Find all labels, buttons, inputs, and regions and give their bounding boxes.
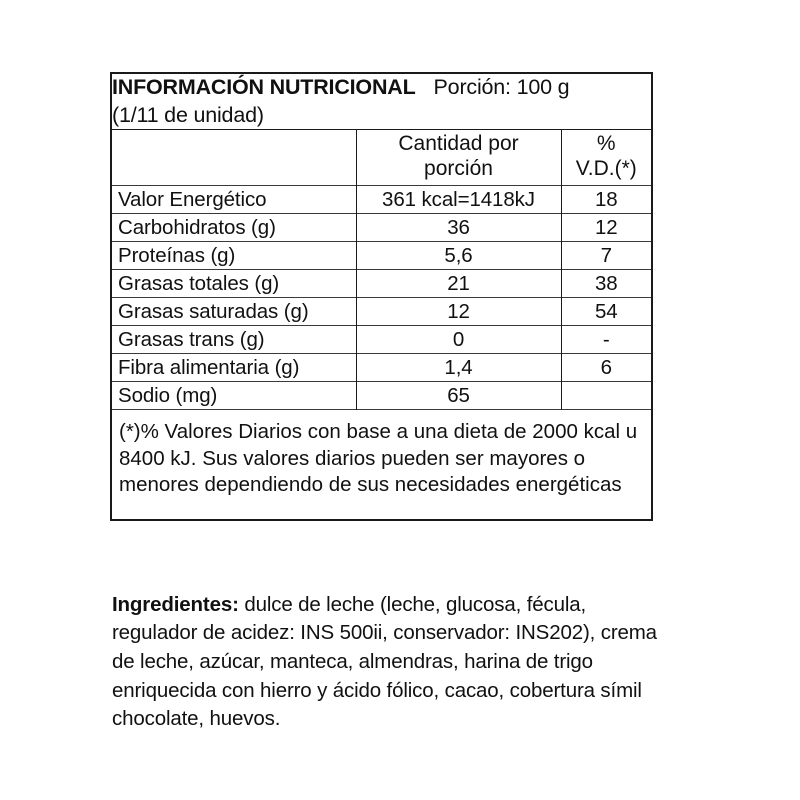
header-amount-per-portion [356, 130, 561, 186]
header-blank-cell [112, 130, 356, 186]
table-row [112, 270, 651, 298]
nutrient-label: Fibra alimentaria (g) [112, 354, 356, 382]
table-row [112, 298, 651, 326]
nutrient-vd: 6 [561, 354, 651, 382]
header-amount-line1: Cantidad por [398, 132, 519, 156]
ingredients-paragraph [112, 591, 672, 734]
nutrient-vd: 7 [561, 242, 651, 270]
header-vd-line2: V.D.(*) [575, 157, 637, 181]
nutrient-label: Carbohidratos (g) [112, 214, 356, 242]
table-row [112, 326, 651, 354]
nutrient-label: Grasas saturadas (g) [112, 298, 356, 326]
table-row [112, 214, 651, 242]
panel-title: INFORMACIÓN NUTRICIONAL [112, 75, 416, 99]
footnote-row [112, 410, 651, 519]
nutrient-amount: 65 [356, 382, 561, 410]
nutrient-label: Grasas trans (g) [112, 326, 356, 354]
table-row [112, 382, 651, 410]
nutrient-vd: - [561, 326, 651, 354]
nutrient-vd [561, 382, 651, 410]
nutrient-vd: 18 [561, 186, 651, 214]
nutrient-vd: 54 [561, 298, 651, 326]
nutrient-amount: 1,4 [356, 354, 561, 382]
nutrition-table-body [112, 74, 651, 519]
portion-size: Porción: 100 g [433, 75, 570, 99]
nutrient-amount: 5,6 [356, 242, 561, 270]
daily-values-footnote: (*)% Valores Diarios con base a una dieta de 2000 kcal u 8400 kJ. Sus valores diarios pueden ser mayores o menores dependiendo de sus necesidades energéticas [112, 410, 651, 519]
nutrient-amount: 12 [356, 298, 561, 326]
nutrient-amount: 361 kcal=1418kJ [356, 186, 561, 214]
nutrient-label: Valor Energético [112, 186, 356, 214]
ingredients-label: Ingredientes: [112, 592, 239, 616]
nutrition-table [112, 74, 651, 519]
header-percent-dv [561, 130, 651, 186]
table-row [112, 186, 651, 214]
nutrient-vd: 12 [561, 214, 651, 242]
nutrient-vd: 38 [561, 270, 651, 298]
header-vd-line1: % [596, 132, 616, 156]
nutrient-label: Grasas totales (g) [112, 270, 356, 298]
header-amount-line2: porción [424, 157, 493, 181]
panel-title-cell [112, 74, 651, 130]
panel-title-row [112, 74, 651, 130]
portion-subtext: (1/11 de unidad) [112, 102, 264, 127]
nutrition-facts-panel [110, 72, 653, 521]
nutrient-amount: 36 [356, 214, 561, 242]
nutrient-label: Proteínas (g) [112, 242, 356, 270]
nutrient-amount: 21 [356, 270, 561, 298]
table-row [112, 242, 651, 270]
column-header-row [112, 130, 651, 186]
table-row [112, 354, 651, 382]
nutrient-amount: 0 [356, 326, 561, 354]
ingredients-list: dulce de leche (leche, glucosa, fécula, regulador de acidez: INS 500ii, conservador: INS202), crema de leche, azúcar, manteca, almendras, harina de trigo enriquecida con hierro y ácido fólico, cacao, cobertura símil chocolate, huevos. [112, 592, 657, 731]
nutrient-label: Sodio (mg) [112, 382, 356, 410]
